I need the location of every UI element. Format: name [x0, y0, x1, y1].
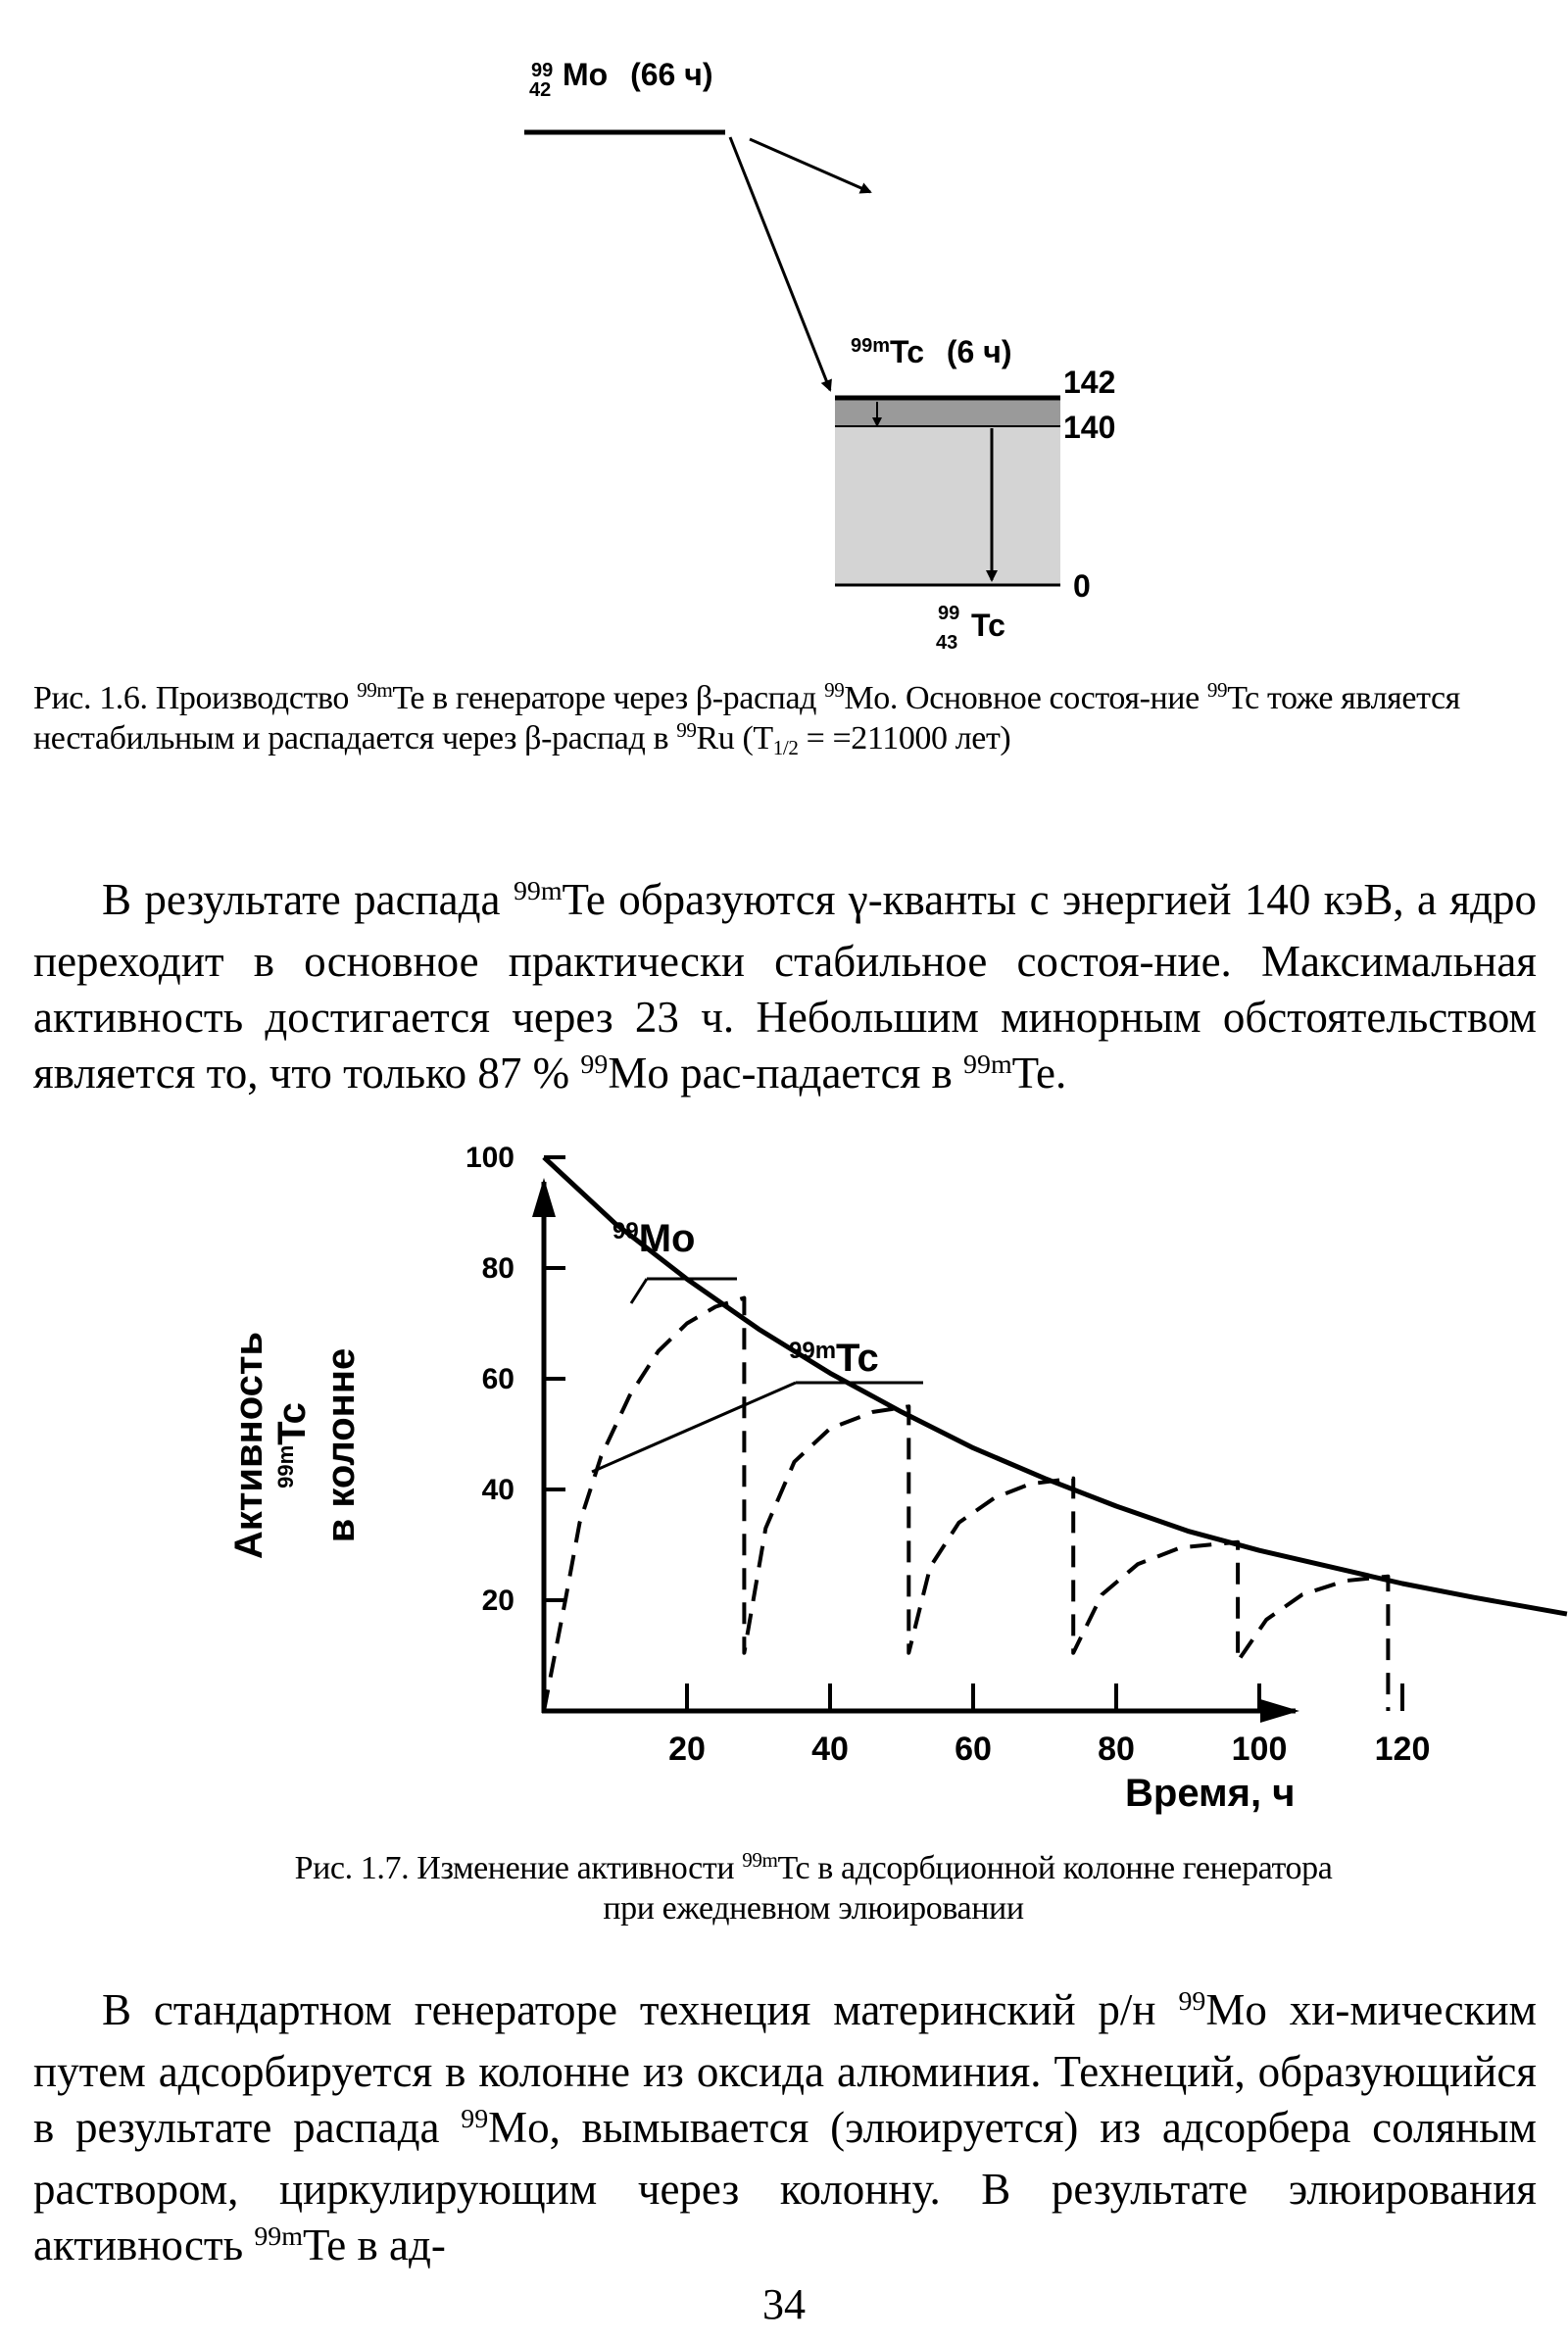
caption-1-7-text1: Tc в адсорбционной колонне генератора — [777, 1850, 1333, 1886]
paragraph-2-iso2: 99 — [461, 2103, 489, 2134]
page-number: 34 — [762, 2280, 806, 2328]
tc99m-halflife: (6 ч) — [946, 334, 1012, 369]
x-tick-label-100: 100 — [1231, 1731, 1288, 1768]
tc99m-leader-line-diag — [592, 1383, 796, 1472]
caption-1-6-iso1: 99m — [357, 678, 393, 703]
label-tc99m-iso: 99m — [789, 1337, 837, 1364]
caption-1-7-line1 — [118, 1850, 1509, 1890]
y-tick-label-80: 80 — [481, 1252, 514, 1285]
caption-1-7-line2: при ежедневном элюировании — [603, 1890, 1024, 1927]
label-mo99-iso: 99 — [612, 1217, 639, 1244]
paragraph-2-text1: В стандартном генераторе технеция материнский р/н — [102, 1985, 1156, 2034]
tc99m-symbol: Tc — [890, 334, 924, 369]
caption-1-6-text3: Tc тоже является нестабильным и распадается через β-распад в — [33, 680, 1460, 756]
caption-1-6-iso4: 99 — [676, 718, 697, 743]
paragraph-2-text2: Mo хи-мическим путем адсорбируется в колонне из оксида алюминия. Технеций, образующийся в результате распада — [33, 1985, 1538, 2152]
series-line-mo99 — [544, 1157, 1567, 1614]
label-tc99m-sym: Tc — [836, 1337, 879, 1380]
paragraph-1-iso3: 99m — [963, 1049, 1012, 1080]
paragraph-2-text4: Te в ад- — [302, 2220, 446, 2269]
level-140: 140 — [1063, 410, 1116, 445]
y-tick-label-100: 100 — [465, 1142, 514, 1174]
x-tick-label-40: 40 — [811, 1731, 849, 1768]
tc99m-mass: 99m — [851, 335, 891, 357]
y-tick-label-20: 20 — [481, 1585, 514, 1617]
x-tick-label-20: 20 — [668, 1731, 706, 1768]
tc99-mass: 99 — [938, 603, 960, 624]
paragraph-1-text4: Te. — [1011, 1049, 1067, 1098]
mo99-symbol: Mo — [563, 57, 609, 92]
paragraph-1-iso2: 99 — [580, 1049, 609, 1080]
caption-1-6-text4: Ru (T — [696, 720, 773, 756]
chart-x-label: Время, ч — [1125, 1772, 1296, 1815]
paragraph-2-iso3: 99m — [254, 2220, 303, 2252]
caption-1-6-text5: = =211000 лет) — [798, 720, 1011, 756]
x-tick-label-80: 80 — [1098, 1731, 1135, 1768]
tc99-symbol: Tc — [971, 608, 1005, 643]
caption-fig-1-7 — [118, 1850, 1509, 1927]
y-tick-label-40: 40 — [481, 1474, 514, 1506]
y-label-line1: Активность — [227, 1331, 270, 1560]
mo99-mass: 99 — [531, 60, 554, 81]
paragraph-2-iso1: 99 — [1178, 1985, 1206, 2017]
mo99-halflife: (66 ч) — [630, 57, 713, 92]
caption-1-6-iso2: 99 — [824, 678, 845, 703]
paragraph-1-text3: Mo рас-падается в — [608, 1049, 953, 1098]
caption-1-7-iso: 99m — [742, 1848, 778, 1873]
level-0: 0 — [1073, 568, 1091, 604]
caption-1-6-text1: Te в генераторе через β-распад — [392, 680, 817, 716]
caption-1-6-text2: Mo. Основное состоя-ние — [844, 680, 1200, 716]
y-label-line2: в колонне — [319, 1347, 363, 1543]
paragraph-1-iso1: 99m — [513, 875, 563, 906]
mo99-z: 42 — [529, 79, 552, 101]
tc99-z: 43 — [936, 632, 958, 654]
x-tick-label-60: 60 — [955, 1731, 992, 1768]
caption-1-6-prefix: Рис. 1.6. Производство — [33, 680, 349, 716]
label-mo99-sym: Mo — [638, 1217, 696, 1260]
paragraph-2 — [33, 1982, 1537, 2279]
caption-1-7-prefix: Рис. 1.7. Изменение активности — [294, 1850, 735, 1886]
paragraph-1-text1: В результате распада — [102, 875, 501, 924]
y-tick-label-60: 60 — [481, 1363, 514, 1395]
level-142: 142 — [1063, 365, 1116, 400]
y-label-iso: 99m — [272, 1444, 298, 1488]
x-tick-label-120: 120 — [1374, 1731, 1431, 1768]
caption-1-6-sub: 1/2 — [772, 736, 799, 760]
paragraph-1-text2: Te образуются γ-кванты с энергией 140 кэВ, а ядро переходит в основное практически стабильное состоя-ние. Максимальная активность достигается через 23 ч. Небольшим минорным обстоятельством является то, что только 87 % — [33, 875, 1538, 1098]
caption-1-6-iso3: 99 — [1206, 678, 1228, 703]
mo99-leader-line-diag — [631, 1279, 647, 1303]
paragraph-2-text3: Mo, вымывается (элюируется) из адсорбера соляным раствором, циркулирующим через колонну. В результате элюирования активность — [33, 2103, 1538, 2269]
series-line-tc99m — [544, 1298, 1388, 1712]
y-label-sym: Tc — [270, 1402, 314, 1445]
